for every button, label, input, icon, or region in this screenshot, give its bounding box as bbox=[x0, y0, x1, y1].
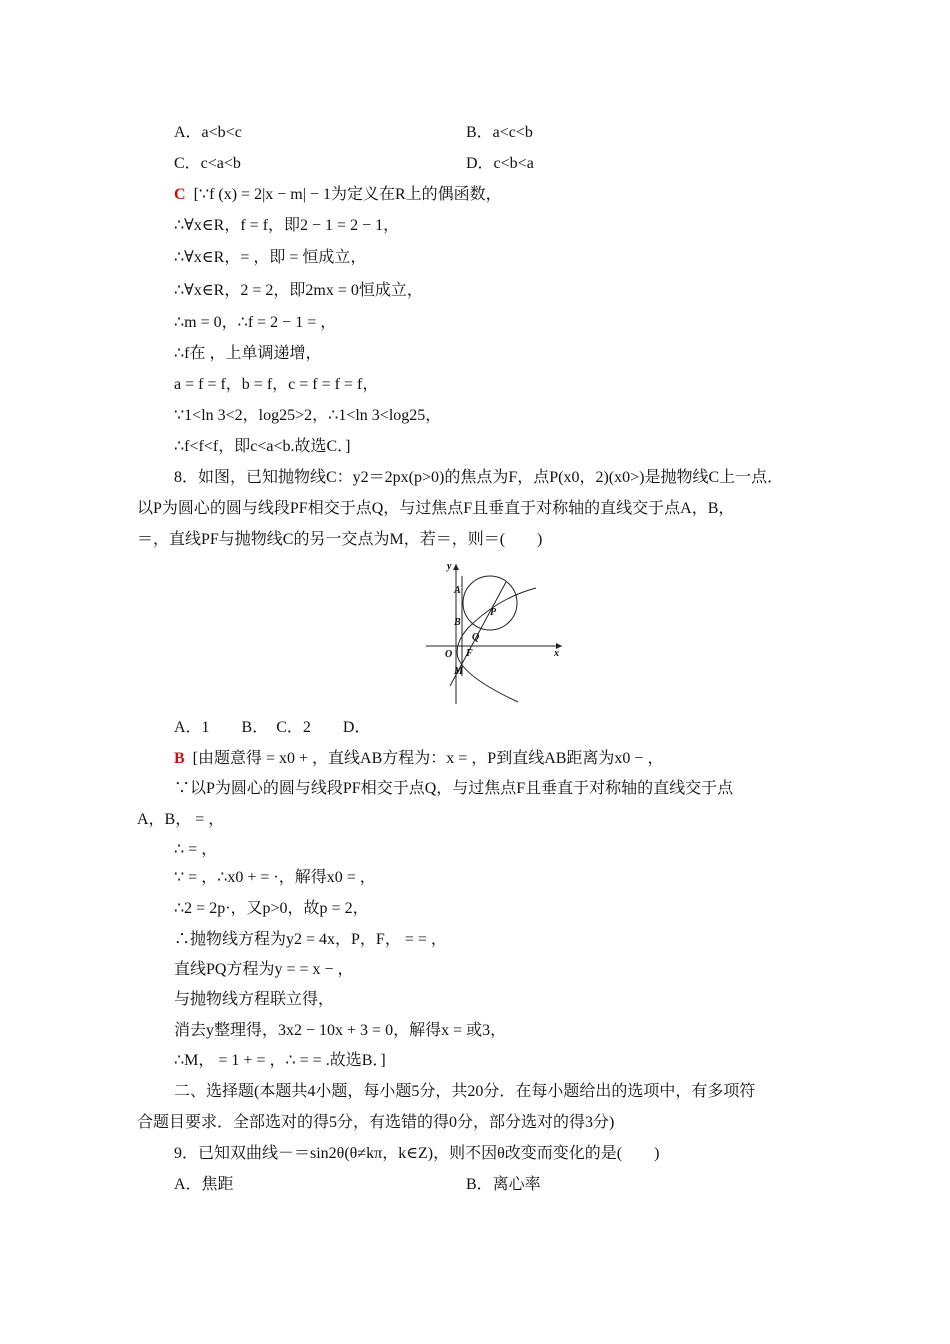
q8-solution-line: ∵ = ，∴x0 + = ·，解得x0 = ， bbox=[174, 869, 376, 886]
q8-solution-line: 与抛物线方程联立得， bbox=[174, 991, 335, 1008]
q7-option-b: B．a<c<b bbox=[466, 124, 533, 141]
q7-answer: C bbox=[174, 186, 186, 203]
q7-solution-line: a = f = f，b = f，c = f = f = f， bbox=[174, 376, 379, 393]
label-m: M bbox=[454, 666, 463, 677]
q8-stem-line3: ＝，直线PF与抛物线C的另一交点为M，若＝，则＝( ) bbox=[137, 531, 543, 548]
q7-solution-line: ∴∀x∈R，f = f，即2 − 1 = 2 − 1， bbox=[174, 217, 400, 234]
q8-solution-line: 消去y整理得，3x2 − 10x + 3 = 0，解得x = 或3， bbox=[174, 1022, 507, 1039]
label-y: y bbox=[447, 561, 452, 572]
section2-heading-line2: 合题目要求．全部选对的得5分，有选错的得0分，部分选对的得3分) bbox=[137, 1114, 615, 1131]
label-b: B bbox=[454, 617, 461, 628]
q7-option-d: D．c<b<a bbox=[466, 155, 534, 172]
q9-stem: 9．已知双曲线－＝sin2θ(θ≠kπ，k∈Z)，则不因θ改变而变化的是( ) bbox=[174, 1145, 660, 1162]
q9-option-a: A．焦距 bbox=[174, 1176, 234, 1193]
q7-option-c: C．c<a<b bbox=[174, 155, 241, 172]
q8-solution-line: ∴抛物线方程为y2 = 4x，P，F， = = ， bbox=[174, 931, 447, 948]
q8-solution-line: A，B， = ， bbox=[137, 811, 225, 828]
q7-solution-first bbox=[174, 184, 502, 206]
q7-solution-line: ∴m = 0，∴f = 2 − 1 = ， bbox=[174, 314, 337, 331]
q8-solution-first bbox=[174, 748, 663, 770]
q7-solution-line: ∴∀x∈R，2 = 2，即2mx = 0恒成立， bbox=[174, 282, 423, 299]
q8-options: A．1 B． C．2 D． bbox=[174, 719, 371, 736]
parabola-curve bbox=[457, 588, 536, 702]
q8-solution-line: ∴M， = 1 + = ，∴ = = .故选B．] bbox=[174, 1052, 386, 1069]
q7-solution-line: ∵1<ln 3<2，log25>2，∴1<ln 3<log25， bbox=[174, 407, 442, 424]
q7-solution-line: ∴f在 ，上单调递增， bbox=[174, 345, 322, 362]
q8-solution-line: ∵以P为圆心的圆与线段PF相交于点Q，与过焦点F且垂直于对称轴的直线交于点 bbox=[174, 780, 734, 797]
y-axis-arrow bbox=[453, 564, 459, 570]
section2-heading-line1: 二、选择题(本题共4小题，每小题5分，共20分．在每小题给出的选项中，有多项符 bbox=[174, 1083, 756, 1100]
circle-p bbox=[463, 576, 517, 630]
q8-solution-line: ∴ = ， bbox=[174, 841, 218, 858]
label-a: A bbox=[454, 585, 461, 596]
q8-solution-line: 直线PQ方程为y = = x − ， bbox=[174, 961, 354, 978]
q8-stem-line2: 以P为圆心的圆与线段PF相交于点Q，与过焦点F且垂直于对称轴的直线交于点A，B， bbox=[137, 500, 735, 517]
q7-solution-line: ∴f<f<f，即c<a<b.故选C．] bbox=[174, 438, 351, 455]
q8-stem-line1: 8．如图，已知抛物线C：y2＝2px(p>0)的焦点为F，点P(x0，2)(x0>)是抛物线C上一点． bbox=[174, 469, 784, 486]
q7-solution-line: ∴∀x∈R，= ，即 = 恒成立， bbox=[174, 249, 367, 266]
q9-option-b: B．离心率 bbox=[466, 1176, 541, 1193]
label-o: O bbox=[445, 649, 453, 660]
q8-solution-line: [由题意得 = x0 + ，直线AB方程为：x = ，P到直线AB距离为x0 − ， bbox=[192, 750, 664, 767]
parabola-figure bbox=[418, 558, 568, 708]
label-p: P bbox=[490, 607, 497, 618]
q7-option-a: A．a<b<c bbox=[174, 124, 242, 141]
label-x: x bbox=[554, 648, 559, 659]
label-f: F bbox=[466, 648, 473, 659]
q8-answer: B bbox=[174, 750, 185, 767]
label-q: Q bbox=[472, 632, 480, 643]
q7-solution-line: [∵f (x) = 2|x − m| − 1为定义在R上的偶函数， bbox=[193, 186, 502, 203]
q8-solution-line: ∴2 = 2p·，又p>0，故p = 2， bbox=[174, 900, 369, 917]
